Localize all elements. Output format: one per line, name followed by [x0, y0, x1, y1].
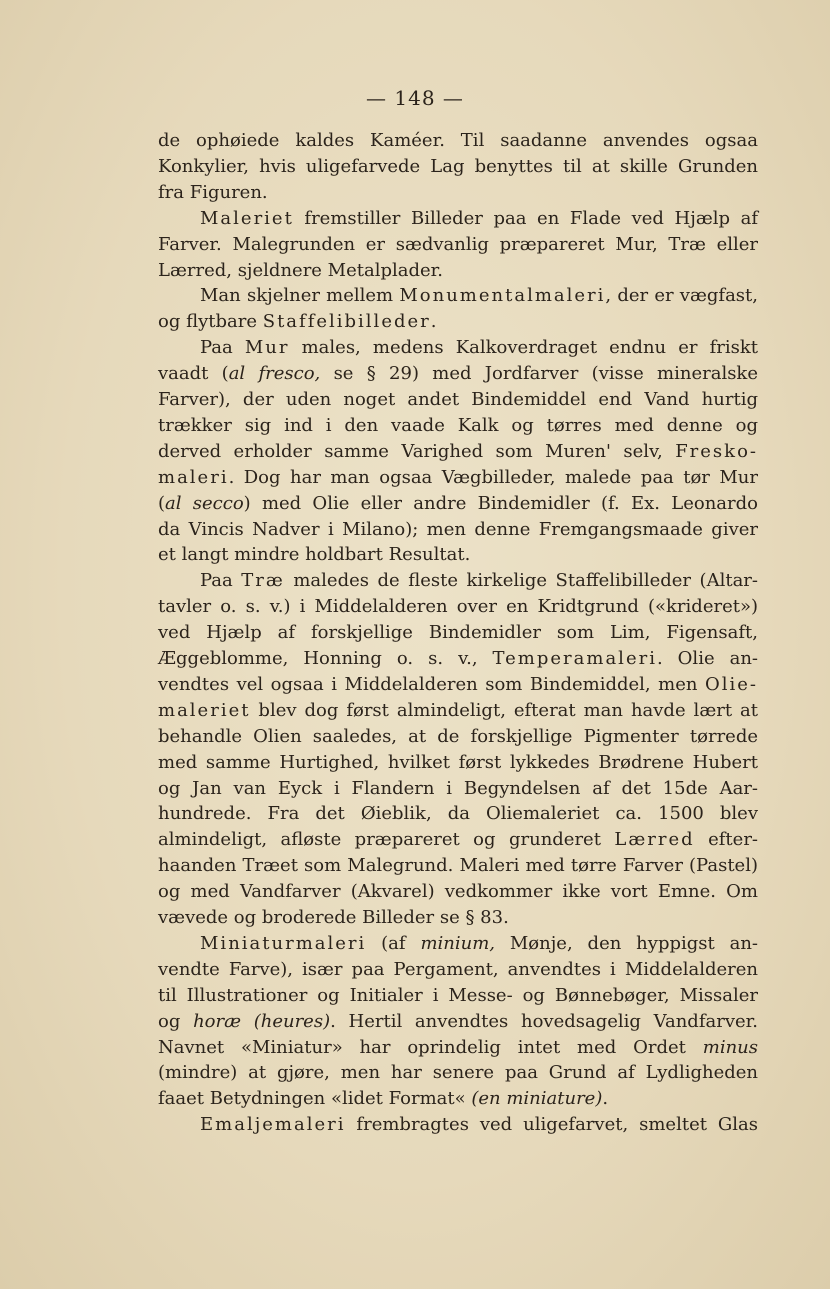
- text-line: [158, 440, 758, 464]
- text-line: [200, 569, 758, 593]
- italic-phrase: minium,: [420, 932, 495, 954]
- spaced-term: Temperamaleri: [492, 648, 657, 669]
- text-line: med samme Hurtighed, hvilket først lykkedes Brødrene Hubert: [158, 751, 758, 773]
- spaced-term: maleri: [158, 466, 229, 488]
- text-segment: Æggeblomme, Honning o. s. v.,: [158, 648, 493, 669]
- text-segment: . Olie an-: [656, 648, 758, 669]
- text-line: [200, 207, 758, 231]
- text-segment: blev dog først almindeligt, efterat man havde lært at: [250, 699, 758, 721]
- text-line: [158, 492, 758, 516]
- text-line: [158, 466, 758, 490]
- text-segment: almindeligt, afløste præpareret og grunderet: [158, 829, 615, 851]
- text-line: Farver. Malegrunden er sædvanlig præpareret Mur, Træ eller: [158, 233, 758, 255]
- text-line: tavler o. s. v.) i Middelalderen over en Kridtgrund («krideret»): [158, 596, 758, 618]
- text-line: [158, 647, 758, 671]
- spaced-term: Emaljemaleri: [200, 1114, 346, 1136]
- italic-phrase: minus: [702, 1036, 758, 1058]
- text-line: et langt mindre holdbart Resultat.: [158, 544, 471, 566]
- text-segment: derved erholder samme Varighed som Muren' selv,: [158, 440, 676, 462]
- spaced-term: Maleriet: [200, 207, 294, 229]
- text-line: [158, 310, 758, 334]
- text-segment: efter-: [694, 829, 759, 851]
- text-line: ved Hjælp af forskjellige Bindemidler som Lim, Figensaft,: [158, 622, 758, 644]
- text-segment: Paa: [200, 337, 245, 359]
- text-segment: frembragtes ved uligefarvet, smeltet Glas: [345, 1114, 758, 1136]
- text-segment: se § 29) med Jordfarver (visse mineralske: [320, 363, 758, 385]
- text-line: og med Vandfarver (Akvarel) vedkommer ikke vort Emne. Om: [158, 881, 758, 903]
- text-segment: Navnet «Miniatur» har oprindelig intet med Ordet: [158, 1036, 703, 1058]
- text-segment: Man skjelner mellem: [200, 285, 400, 307]
- text-line: Konkylier, hvis uligefarvede Lag benyttes til at skille Grunden: [158, 155, 758, 177]
- italic-phrase: horæ (heures): [193, 1010, 331, 1032]
- italic-phrase: (en miniature): [471, 1088, 603, 1110]
- text-line: [200, 284, 758, 308]
- text-line: [158, 1010, 758, 1034]
- text-line: [200, 336, 758, 360]
- text-line: vævede og broderede Billeder se § 83.: [158, 907, 509, 928]
- text-line: til Illustrationer og Initialer i Messe- og Bønnebøger, Missaler: [158, 984, 758, 1006]
- text-segment: (af: [366, 932, 421, 954]
- text-line: (mindre) at gjøre, men har senere paa Grund af Lydligheden: [158, 1062, 758, 1084]
- text-segment: .: [430, 311, 437, 333]
- text-line: haanden Træet som Malegrund. Maleri med tørre Farver (Pastel): [158, 855, 758, 877]
- text-segment: , der er vægfast,: [605, 285, 759, 307]
- text-line: [158, 673, 758, 697]
- text-line: hundrede. Fra det Øieblik, da Oliemaleriet ca. 1500 blev: [158, 803, 758, 825]
- text-line: og Jan van Eyck i Flandern i Begyndelsen af det 15de Aar-: [158, 777, 758, 799]
- italic-phrase: al fresco,: [228, 363, 321, 385]
- text-segment: males, medens Kalkoverdraget endnu er friskt: [289, 337, 758, 359]
- text-segment: (: [158, 492, 166, 514]
- spaced-term: Staffelibilleder: [262, 311, 431, 333]
- text-line: Lærred, sjeldnere Metalplader.: [158, 259, 444, 281]
- text-line: vendte Farve), især paa Pergament, anvendtes i Middelalderen: [158, 958, 758, 980]
- text-line: behandle Olien saaledes, at de forskjellige Pigmenter tørrede: [158, 725, 758, 747]
- text-line: [200, 932, 758, 956]
- text-segment: Paa: [200, 570, 242, 592]
- spaced-term: Olie-: [704, 673, 758, 695]
- page-number: — 148 —: [366, 86, 464, 110]
- spaced-term: maleriet: [158, 699, 251, 721]
- text-line: fra Figuren.: [158, 181, 268, 203]
- spaced-term: Fresko-: [675, 440, 758, 462]
- text-segment: . Hertil anvendtes hovedsagelig Vandfarver.: [330, 1010, 758, 1032]
- text-line: [158, 1087, 758, 1111]
- text-line: [158, 1036, 758, 1060]
- text-line: de ophøiede kaldes Kaméer. Til saadanne anvendes ogsaa: [158, 130, 758, 151]
- text-segment: .: [602, 1088, 609, 1110]
- text-line: da Vincis Nadver i Milano); men denne Fremgangsmaade giver: [158, 518, 758, 540]
- text-segment: vendtes vel ogsaa i Middelalderen som Bindemiddel, men: [158, 673, 705, 695]
- text-segment: maledes de fleste kirkelige Staffelibilleder (Altar-: [284, 570, 758, 592]
- text-line: [158, 699, 758, 723]
- text-line: [158, 828, 758, 852]
- text-segment: fremstiller Billeder paa en Flade ved Hjælp af: [293, 207, 758, 229]
- text-segment: og flytbare: [158, 311, 263, 333]
- text-segment: Mønje, den hyppigst an-: [495, 932, 759, 954]
- text-segment: ) med Olie eller andre Bindemidler (f. Ex. Leonardo: [243, 492, 759, 514]
- text-segment: vaadt (: [158, 363, 229, 385]
- text-segment: faaet Betydningen «lidet Format«: [158, 1088, 472, 1110]
- text-line: [200, 1113, 758, 1137]
- spaced-term: Træ: [241, 570, 285, 592]
- spaced-term: Miniaturmaleri: [200, 932, 367, 954]
- text-line: [158, 362, 758, 386]
- text-segment: og: [158, 1010, 194, 1032]
- spaced-term: Mur: [244, 337, 290, 359]
- spaced-term: Lærred: [614, 829, 695, 851]
- text-line: trækker sig ind i den vaade Kalk og tørres med denne og: [158, 414, 758, 436]
- spaced-term: Monumentalmaleri: [399, 285, 606, 307]
- italic-phrase: al secco: [165, 492, 244, 514]
- text-segment: . Dog har man ogsaa Vægbilleder, malede paa tør Mur: [228, 466, 758, 488]
- text-line: Farver), der uden noget andet Bindemiddel end Vand hurtig: [158, 389, 758, 410]
